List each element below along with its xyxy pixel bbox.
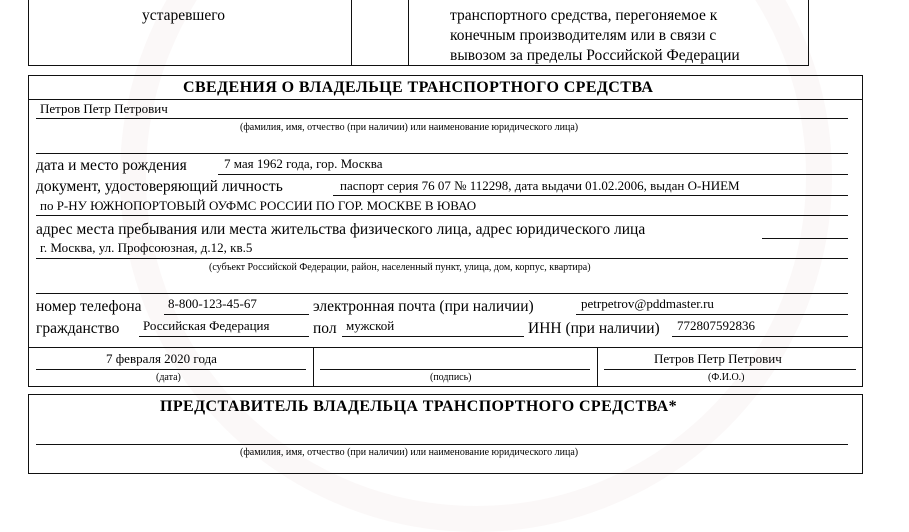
birth-line <box>218 174 848 175</box>
date-caption: (дата) <box>156 372 181 383</box>
email-line <box>576 314 848 315</box>
address-label: адрес места пребывания или места жительства физического лица, адрес юридического лица <box>36 221 646 238</box>
date-line <box>36 369 306 370</box>
owner-name-caption: (фамилия, имя, отчество (при наличии) или наименование юридического лица) <box>240 122 579 133</box>
birth-value: 7 мая 1962 года, гор. Москва <box>224 156 383 171</box>
fio-line <box>604 369 856 370</box>
owner-name-line <box>36 118 848 119</box>
signature-caption: (подпись) <box>430 372 472 383</box>
top-left-text: устаревшего <box>142 7 225 24</box>
owner-heading: СВЕДЕНИЯ О ВЛАДЕЛЬЦЕ ТРАНСПОРТНОГО СРЕДСТВА <box>183 79 654 96</box>
email-value: petrpetrov@pddmaster.ru <box>581 296 714 311</box>
signature-divider-1 <box>313 347 314 387</box>
document-value-1: паспорт серия 76 07 № 112298, дата выдачи 01.02.2006, выдан О-НИЕМ <box>340 178 740 193</box>
sex-value: мужской <box>346 318 395 333</box>
inn-line <box>672 336 848 337</box>
date-value: 7 февраля 2020 года <box>106 351 217 366</box>
sex-line <box>342 336 524 337</box>
document-label: документ, удостоверяющий личность <box>36 178 283 195</box>
owner-name-value: Петров Петр Петрович <box>40 101 168 116</box>
email-label: электронная почта (при наличии) <box>313 298 534 315</box>
fio-value: Петров Петр Петрович <box>654 351 782 366</box>
document-value-2: по Р-НУ ЮЖНОПОРТОВЫЙ ОУФМС РОССИИ ПО ГОР. МОСКВЕ В ЮВАО <box>40 198 477 213</box>
citizenship-value: Российская Федерация <box>143 318 270 333</box>
document-line-1 <box>333 195 848 196</box>
top-right-line-2: конечным производителям или в связи с <box>450 27 717 44</box>
address-line-2 <box>36 258 848 259</box>
representative-name-line <box>36 444 848 445</box>
signature-row-top <box>28 347 863 348</box>
birth-label: дата и место рождения <box>36 157 187 174</box>
address-caption: (субъект Российской Федерации, район, населенный пункт, улица, дом, корпус, квартира) <box>209 262 591 273</box>
representative-name-caption: (фамилия, имя, отчество (при наличии) или наименование юридического лица) <box>240 447 579 458</box>
top-right-line-3: вывозом за пределы Российской Федерации <box>450 47 740 64</box>
owner-name-line-2 <box>36 153 848 154</box>
address-value: г. Москва, ул. Профсоюзная, д.12, кв.5 <box>40 240 253 255</box>
fio-caption: (Ф.И.О.) <box>708 372 745 383</box>
citizenship-line <box>139 336 309 337</box>
address-line-3 <box>36 293 848 294</box>
top-right-line-1: транспортного средства, перегоняемое к <box>450 7 718 24</box>
sex-label: пол <box>313 320 337 337</box>
address-line-1 <box>762 238 848 239</box>
top-table-divider <box>351 0 352 66</box>
citizenship-label: гражданство <box>36 320 120 337</box>
inn-value: 772807592836 <box>677 318 755 333</box>
signature-line <box>320 369 590 370</box>
phone-label: номер телефона <box>36 298 142 315</box>
inn-label: ИНН (при наличии) <box>528 320 660 337</box>
phone-line <box>164 314 309 315</box>
document-line-2 <box>36 215 848 216</box>
signature-divider-2 <box>597 347 598 387</box>
owner-heading-divider <box>28 99 863 100</box>
top-table-divider-2 <box>408 0 409 66</box>
representative-heading: ПРЕДСТАВИТЕЛЬ ВЛАДЕЛЬЦА ТРАНСПОРТНОГО СРЕДСТВА* <box>160 398 677 415</box>
phone-value: 8-800-123-45-67 <box>168 296 257 311</box>
